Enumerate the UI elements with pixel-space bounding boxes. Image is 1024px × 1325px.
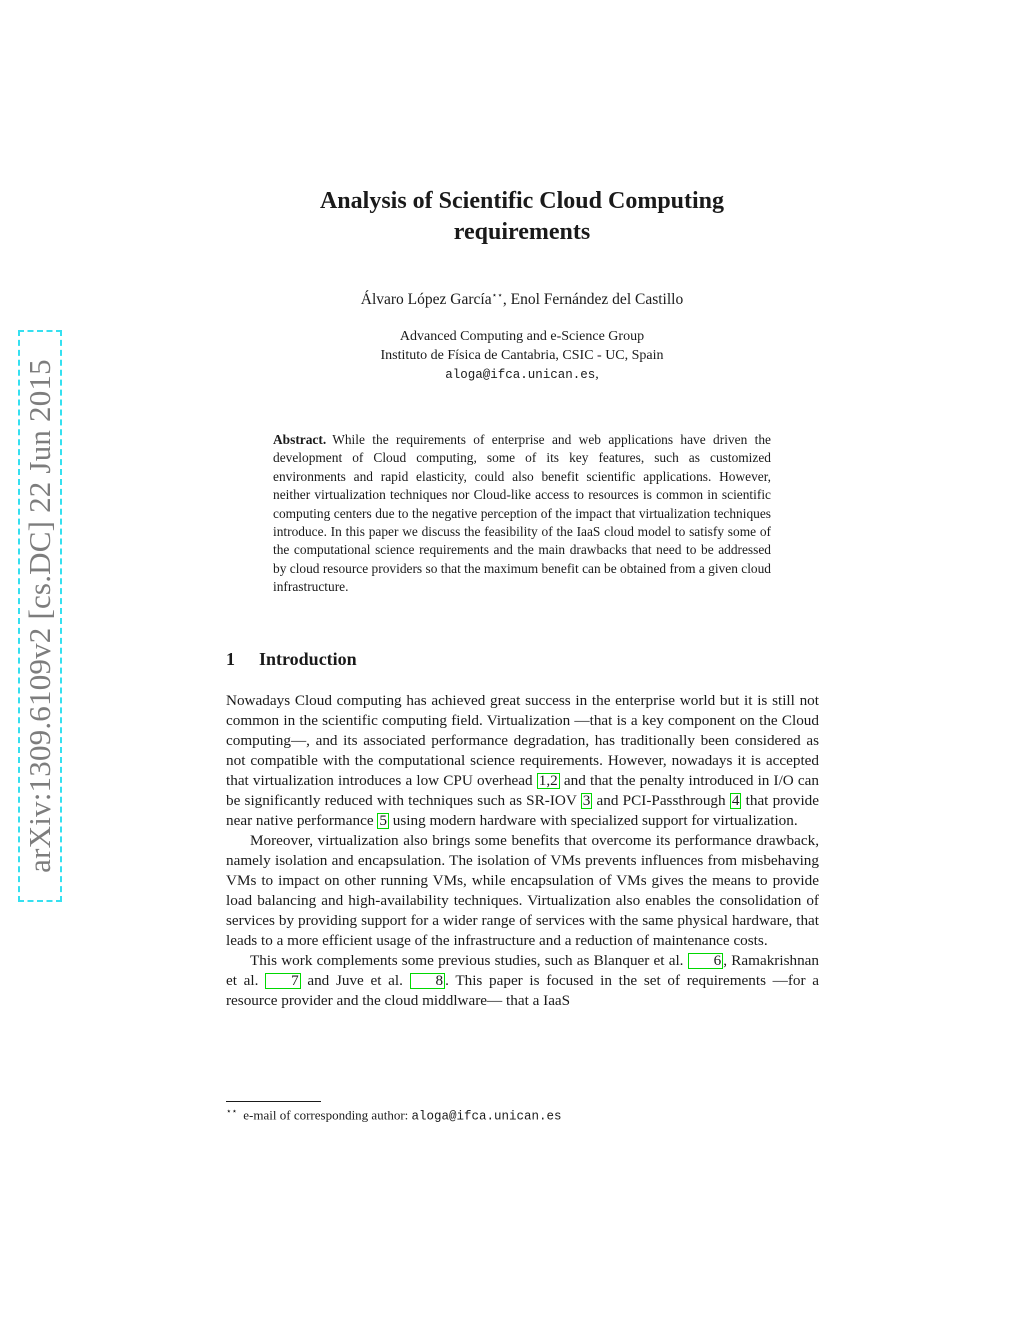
- citation-2: 2: [550, 772, 558, 789]
- affiliation-contact: [200, 365, 844, 385]
- citation-6[interactable]: 6: [688, 953, 724, 969]
- affiliation-email[interactable]: aloga@ifca.unican.es: [445, 368, 596, 382]
- citation-1: 1: [538, 772, 547, 789]
- section-number: 1: [226, 649, 235, 669]
- citation-link[interactable]: [537, 773, 560, 789]
- paragraph-1-text-e: using modern hardware with specialized support for virtualization.: [388, 812, 798, 829]
- paper-title: [200, 186, 844, 248]
- author-primary: Álvaro López García: [360, 291, 492, 309]
- section-title: Introduction: [259, 649, 357, 669]
- arxiv-identifier: arXiv:1309.6109v2 [cs.DC] 22 Jun 2015: [22, 359, 57, 873]
- paragraph-1-text-d: that provide near native performance: [226, 792, 819, 829]
- abstract: [273, 431, 771, 597]
- footnote: [226, 1106, 562, 1123]
- author-secondary: , Enol Fernández del Castillo: [502, 291, 684, 309]
- citation-3[interactable]: 3: [582, 792, 591, 809]
- paragraph-3-text-d: . This paper is focused in the set of requirements —for a resource provider and the cloud middlware— that a IaaS: [226, 972, 819, 1009]
- citation-4[interactable]: 4: [731, 792, 740, 809]
- citation-5[interactable]: 5: [379, 812, 387, 829]
- paragraph-3-text-a: This work complements some previous studies, such as Blanquer et al.: [250, 952, 688, 969]
- footnote-mark: ⋆⋆: [226, 1106, 238, 1116]
- body-text: [226, 691, 819, 1011]
- citation-7[interactable]: 7: [265, 973, 301, 989]
- abstract-text: While the requirements of enterprise and web applications have driven the development of Cloud computing, some of its key features, such as customized environments and rapid elasticity, could also benefit scientific applications. However, neither virtualization techniques nor Cloud-like access to resources is common in scientific computing centers due to the negative perception of the impact that virtualization techniques introduce. In this paper we discuss the feasibility of the IaaS cloud model to satisfy some of the computational science requirements and the main drawbacks that need to be addressed by cloud resource providers so that the maximum benefit can be obtained from a given cloud infrastructure.: [273, 432, 771, 595]
- footnote-text: e-mail of corresponding author:: [243, 1107, 412, 1123]
- affiliation-email-suffix: ,: [595, 367, 599, 382]
- citation-8[interactable]: 8: [410, 973, 446, 989]
- footnote-rule: [226, 1101, 321, 1102]
- paragraph-3: [226, 951, 819, 1011]
- title-line-1: Analysis of Scientific Cloud Computing: [319, 188, 725, 214]
- affiliation-block: [200, 327, 844, 385]
- paragraph-3-text-b: , Ramakrishnan et al.: [226, 952, 819, 989]
- paragraph-1-text-a: Nowadays Cloud computing has achieved great success in the enterprise world but it is still not common in the scientific computing field. Virtualization —that is a key component on the Cloud computing—, and its associated performance degradation, has traditionally been considered as not compatible with the computational science requirements. However, nowadays it is accepted that virtualization introduces a low CPU overhead: [226, 692, 819, 789]
- author-list: [200, 290, 844, 309]
- author-footnote-mark: ⋆⋆: [491, 290, 503, 300]
- affiliation-institute: Instituto de Física de Cantabria, CSIC - UC, Spain: [380, 348, 664, 363]
- paragraph-1-text-c: and PCI-Passthrough: [592, 792, 730, 809]
- paragraph-1: [226, 691, 819, 831]
- arxiv-stamp: [18, 330, 62, 902]
- title-line-2: requirements: [453, 219, 591, 245]
- paragraph-3-text-c: and Juve et al.: [300, 972, 410, 989]
- abstract-label: Abstract.: [273, 432, 327, 447]
- affiliation-group: Advanced Computing and e-Science Group: [399, 329, 645, 344]
- citation-separator: ,: [546, 772, 551, 789]
- section-heading: [226, 649, 357, 670]
- footnote-email[interactable]: aloga@ifca.unican.es: [411, 1109, 562, 1124]
- paragraph-2: Moreover, virtualization also brings some benefits that overcome its performance drawback, namely isolation and encapsulation. The isolation of VMs prevents influences from misbehaving VMs to impact on other running VMs, while encapsulation of VMs gives the means to provide load balancing and high-availability techniques. Virtualization also enables the consolidation of services by providing support for a wider range of services with the same physical hardware, that leads to a more efficient usage of the infrastructure and a reduction of maintenance costs.: [226, 832, 819, 949]
- paragraph-1-text-b: and that the penalty introduced in I/O can be significantly reduced with techniques such as SR-IOV: [226, 772, 819, 809]
